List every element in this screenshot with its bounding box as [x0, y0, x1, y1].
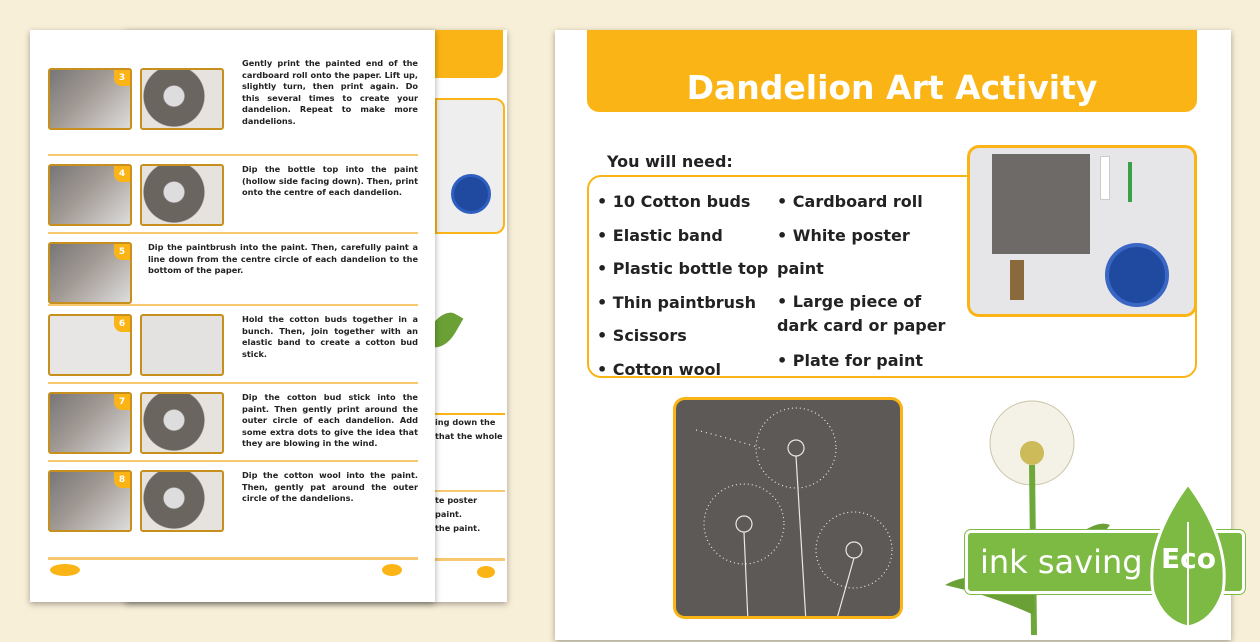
material-item: • Large piece of dark card or paper — [777, 291, 946, 335]
step — [48, 234, 418, 306]
step-text: Dip the cotton wool into the paint. Then, gently pat around the outer circle of the dandelions. — [242, 470, 418, 503]
step-number: 8 — [114, 472, 130, 488]
material-item: • Plastic bottle top — [597, 259, 769, 278]
step-text: Dip the paintbrush into the paint. Then, carefully paint a line down from the centre circle of each dandelion to the bottom of the paper. — [148, 242, 418, 275]
dandelion-artwork-photo — [673, 397, 903, 619]
text-fragment: that the whole — [435, 431, 503, 441]
header-bar — [425, 30, 503, 78]
step-photo — [48, 68, 132, 130]
step-text: Hold the cotton buds together in a bunch. Then, join together with an elastic band to create a cotton bud stick. — [242, 314, 418, 359]
text-fragment: ing down the — [435, 417, 496, 427]
step-photo — [48, 242, 132, 304]
step-number: 6 — [114, 316, 130, 332]
step — [48, 462, 418, 542]
material-item: • Thin paintbrush — [597, 292, 756, 312]
step-photo — [48, 164, 132, 226]
step — [48, 384, 418, 462]
step-photo — [140, 164, 224, 226]
material-item: • Cotton wool — [597, 359, 722, 379]
dandelion-artwork — [676, 400, 903, 619]
eco-label: Eco — [1161, 542, 1216, 575]
material-item: • Scissors — [597, 326, 687, 345]
material-item: • 10 Cotton buds — [597, 192, 751, 211]
page-title: Dandelion Art Activity — [587, 30, 1197, 112]
step-number: 5 — [114, 244, 130, 260]
step-photo — [140, 392, 224, 454]
logo-icon — [50, 564, 80, 576]
step-photo — [48, 392, 132, 454]
material-item: • Elastic band — [597, 225, 723, 245]
step-photo — [48, 470, 132, 532]
step-photo — [48, 314, 132, 376]
instructions-page — [30, 30, 435, 602]
step — [48, 50, 418, 156]
material-item: • White poster paint — [777, 225, 910, 278]
text-fragment: the paint. — [435, 523, 481, 533]
step-number: 7 — [114, 394, 130, 410]
step-text: Dip the cotton bud stick into the paint. Then gently print around the outer circle of each dandelion. Add some extra dots to give the idea that they are blowing in the wind. — [242, 392, 418, 448]
footer-rule — [48, 557, 418, 560]
step — [48, 306, 418, 384]
step-text: Gently print the painted end of the cardboard roll onto the paper. Lift up, slightly turn, then print again. Do this several times to create your dandelion. Repeat to make more dandelions. — [242, 58, 418, 126]
step-number: 3 — [114, 70, 130, 86]
ink-saving-label: ink saving — [980, 543, 1143, 581]
materials-photo — [435, 98, 505, 234]
main-page — [555, 30, 1231, 640]
step-number: 4 — [114, 166, 130, 182]
materials-list — [597, 185, 768, 386]
text-fragment: te poster paint. — [435, 495, 478, 519]
step-photo — [140, 68, 224, 130]
step-text: Dip the bottle top into the paint (hollow side facing down). Then, print onto the centre of each dandelion. — [242, 164, 418, 197]
materials-list — [777, 185, 952, 377]
step — [48, 156, 418, 234]
material-item: • Plate for paint — [777, 350, 924, 370]
dandelion-illustration — [940, 395, 1140, 640]
materials-photo — [967, 145, 1197, 317]
materials-heading: You will need: — [607, 152, 733, 171]
step-photo — [140, 470, 224, 532]
logo-icon — [477, 566, 495, 578]
logo-icon — [382, 564, 402, 576]
step-photo — [140, 314, 224, 376]
material-item: • Cardboard roll — [777, 192, 923, 211]
